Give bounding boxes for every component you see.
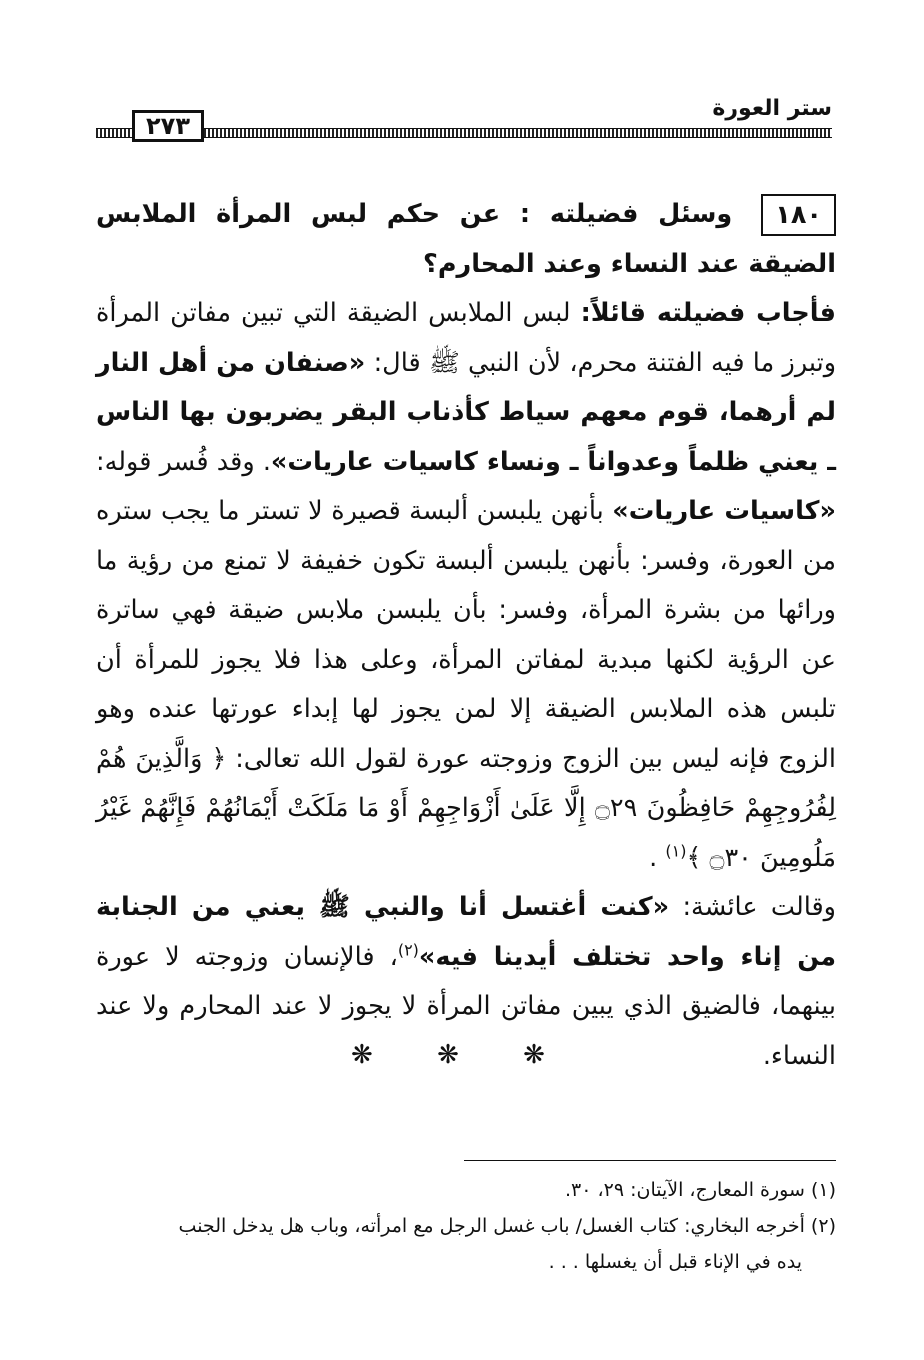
answer-text-5: ، فالإنسان وزوجته لا عورة بينهما، فالضيق الذي يبين مفاتن المرأة لا يجوز لا عند المحارم ولا عند النساء.: [96, 941, 836, 1071]
footnote-1: (١) سورة المعارج، الآيتان: ٢٩، ٣٠.: [565, 1179, 836, 1201]
answer-text-2: . وقد فُسر قوله:: [96, 446, 271, 477]
answer-text-3: بأنهن يلبسن ألبسة قصيرة لا تستر ما يجب ستره من العورة، وفسر: بأنهن يلبسن ألبسة تكون خفيفة لا تمنع من رؤية ما ورائها من بشرة المرأة، وفسر: بأن يلبسن ملابس ضيقة فهي ساترة عن الرؤية لكنها مبدية لمفاتن المرأة، وعلى هذا فلا يجوز للمرأة أن تلبس هذه الملابس الضيقة إلا لمن يجوز لها إبداء عورتها عنده وهو الزوج فإنه ليس بين الزوج وزوجته عورة لقول الله تعالى:: [96, 496, 836, 774]
footnote-ref-1: (١): [665, 841, 687, 860]
answer-text-1: لبس الملابس الضيقة التي تبين مفاتن المرأة وتبرز ما فيه الفتنة محرم، لأن النبي ﷺ قال:: [96, 298, 837, 378]
page-number: ٢٧٣: [132, 110, 204, 142]
hadith-2: «كنت أغتسل أنا والنبي ﷺ يعني من الجنابة من إناء واحد تختلف أيدينا فيه»: [96, 892, 836, 972]
quran-verse: ﴿ وَالَّذِينَ هُمْ لِفُرُوجِهِمْ حَافِظُونَ ۝٢٩ إِلَّا عَلَىٰ أَزْوَاجِهِمْ أَوْ مَا مَلَكَتْ أَيْمَانُهُمْ فَإِنَّهُمْ غَيْرُ مَلُومِينَ ۝٣٠ ﴾: [96, 743, 836, 873]
question-paragraph: [96, 190, 836, 289]
footnote-2-line-2: يده في الإناء قبل أن يغسلها . . .: [548, 1251, 802, 1273]
main-text: [96, 190, 836, 1081]
footnote-ref-2: (٢): [397, 940, 419, 959]
answer-intro: فأجاب فضيلته قائلاً:: [580, 298, 836, 328]
footnote-rule: [464, 1160, 836, 1161]
header-rule: [96, 128, 832, 138]
question-number: ١٨٠: [761, 194, 836, 236]
hadith-1: «صنفان من أهل النار لم أرهما، قوم معهم سياط كأذناب البقر يضربون بها الناس ـ يعني ظلماً وعدواناً ـ ونساء كاسيات عاريات»: [96, 347, 836, 477]
question-text: وسئل فضيلته : عن حكم لبس المرأة الملابس الضيقة عند النساء وعند المحارم؟: [96, 199, 836, 279]
footnote-2-line-1: (٢) أخرجه البخاري: كتاب الغسل/ باب غسل الرجل مع امرأته، وباب هل يدخل الجنب: [178, 1215, 836, 1237]
quoted-phrase: «كاسيات عاريات»: [612, 496, 836, 526]
running-title: ستر العورة: [712, 96, 832, 121]
footnotes: [96, 1172, 836, 1280]
answer-text-4: وقالت عائشة:: [682, 892, 836, 922]
answer-paragraph: فأجاب فضيلته قائلاً: لبس الملابس الضيقة التي تبين مفاتن المرأة وتبرز ما فيه الفتنة محرم، لأن النبي ﷺ قال: «صنفان من أهل النار لم أرهما، قوم معهم سياط كأذناب البقر يضربون بها الناس ـ يعني ظلماً وعدواناً ـ ونساء كاسيات عاريات». وقد فُسر قوله: «كاسيات عاريات» بأنهن يلبسن ألبسة قصيرة لا تستر ما يجب ستره من العورة، وفسر: بأنهن يلبسن ألبسة تكون خفيفة لا تمنع من رؤية ما ورائها من بشرة المرأة، وفسر: بأن يلبسن ملابس ضيقة فهي ساترة عن الرؤية لكنها مبدية لمفاتن المرأة، وعلى هذا فلا يجوز للمرأة أن تلبس هذه الملابس الضيقة إلا لمن يجوز لها إبداء عورتها عنده وهو الزوج فإنه ليس بين الزوج وزوجته عورة لقول الله تعالى: ﴿ وَالَّذِينَ هُمْ لِفُرُوجِهِمْ حَافِظُونَ ۝٢٩ إِلَّا عَلَىٰ أَزْوَاجِهِمْ أَوْ مَا مَلَكَتْ أَيْمَانُهُمْ فَإِنَّهُمْ غَيْرُ مَلُومِينَ ۝٣٠ ﴾$^{(١)}$ .: [96, 298, 837, 873]
section-separator: ❋ ❋ ❋: [351, 1040, 573, 1070]
